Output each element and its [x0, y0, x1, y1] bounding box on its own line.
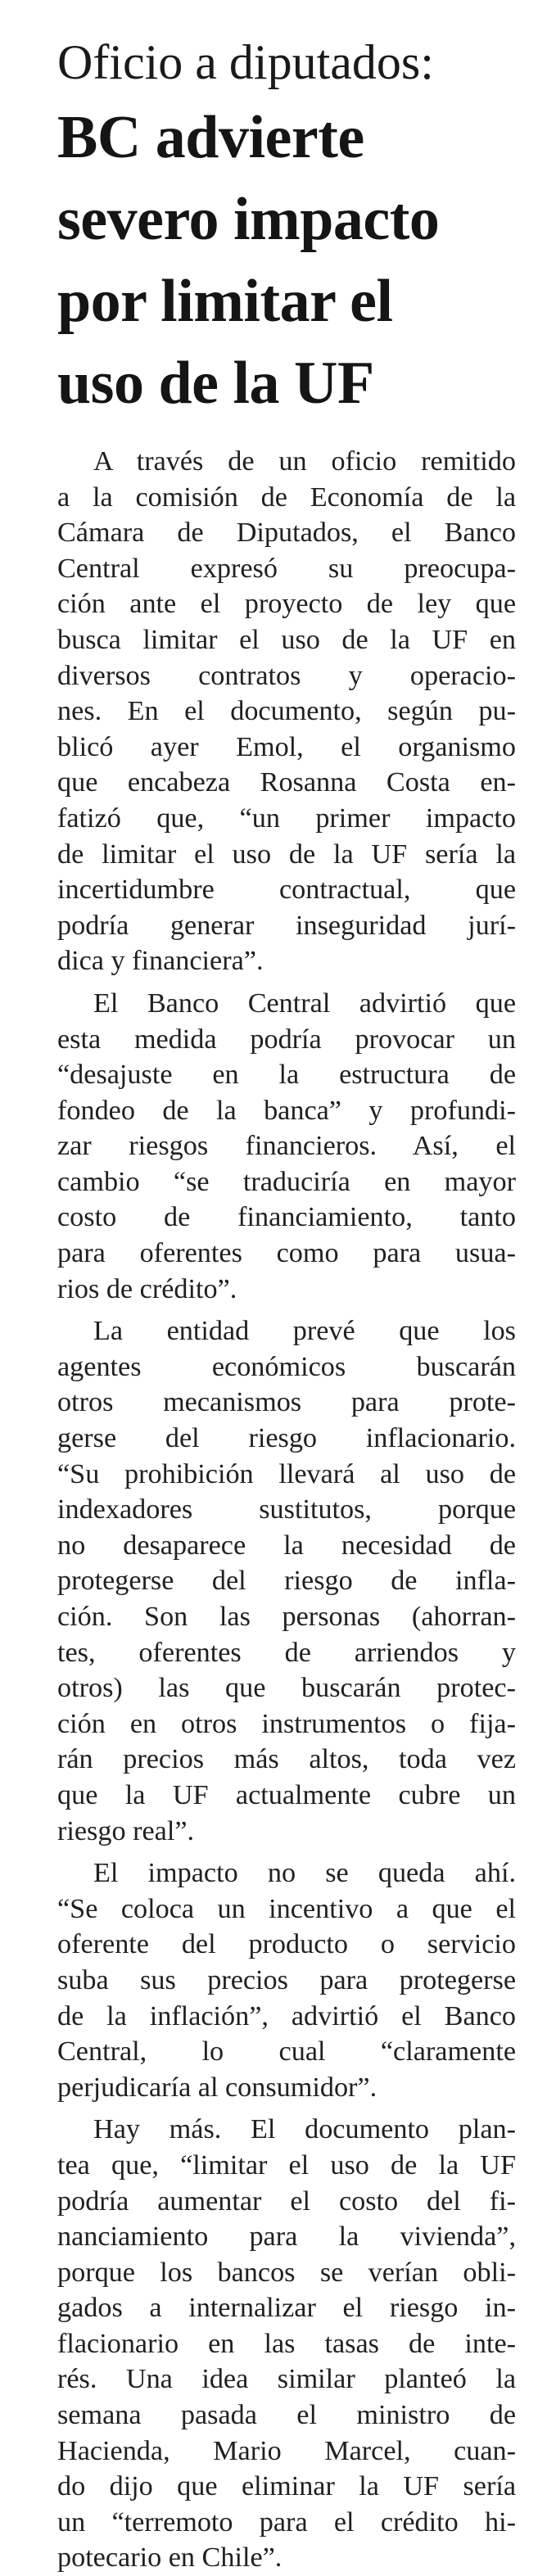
paragraph-line: tes, oferentes de arriendos y [57, 1637, 516, 1668]
paragraph-line: de limitar el uso de la UF sería la [57, 838, 516, 870]
paragraph-line: blicó ayer Emol, el organismo [57, 731, 516, 762]
paragraph-line: a la comisión de Economía de la [57, 481, 516, 513]
paragraph-line: podría aumentar el costo del fi- [57, 2185, 516, 2217]
paragraph [57, 444, 516, 979]
paragraph-line: para oferentes como para usua- [57, 1238, 516, 1269]
paragraph-line: nes. En el documento, según pu- [57, 696, 516, 727]
paragraph-line: gerse del riesgo inflacionario. [57, 1423, 516, 1454]
paragraph-line: rios de crédito”. [57, 1273, 237, 1304]
paragraph-line: rán precios más altos, toda vez [57, 1744, 516, 1775]
kicker: Oficio a diputados: [57, 35, 434, 89]
paragraph-line: Central expresó su preocupa- [57, 553, 516, 584]
paragraph-line: “Su prohibición llevará al uso de [57, 1458, 516, 1489]
paragraph-line: diversos contratos y operacio- [57, 660, 516, 691]
paragraph-line: costo de financiamiento, tanto [57, 1202, 516, 1233]
paragraph-line: fondeo de la banca” y profundi- [57, 1095, 516, 1126]
headline-line: uso de la UF [57, 350, 374, 417]
paragraph-line: no desaparece la necesidad de [57, 1530, 516, 1561]
headline [57, 97, 516, 424]
paragraph-line: fatizó que, “un primer impacto [57, 802, 516, 834]
paragraph-line: A través de un oficio remitido [93, 446, 516, 477]
paragraph-line: podría generar inseguridad jurí- [57, 910, 516, 941]
headline-line: BC advierte [57, 104, 364, 171]
paragraph-line: “Se coloca un incentivo a que el [57, 1893, 516, 1924]
paragraph-line: incertidumbre contractual, que [57, 874, 516, 906]
paragraph-line: Cámara de Diputados, el Banco [57, 517, 516, 549]
paragraph-line: perjudicaría al consumidor”. [57, 2072, 377, 2103]
paragraph-line: “desajuste en la estructura de [57, 1060, 516, 1091]
paragraph-line: nanciamiento para la vivienda”, [57, 2221, 516, 2253]
paragraph-line: zar riesgos financieros. Así, el [57, 1131, 516, 1162]
paragraph-line: oferente del producto o servicio [57, 1929, 516, 1960]
paragraph-line: otros) las que buscarán protec- [57, 1673, 516, 1704]
paragraph [57, 1855, 516, 2105]
paragraph [57, 986, 516, 1307]
paragraph-line: tea que, “limitar el uso de la UF [57, 2149, 516, 2181]
paragraph-line: esta medida podría provocar un [57, 1024, 516, 1055]
paragraph-line: Hacienda, Mario Marcel, cuan- [57, 2435, 516, 2466]
paragraph-line: ción ante el proyecto de ley que [57, 589, 516, 620]
paragraph-line: gados a internalizar el riesgo in- [57, 2293, 516, 2324]
paragraph-line: El Banco Central advirtió que [93, 987, 516, 1019]
paragraph [57, 2112, 516, 2576]
paragraph-line: porque los bancos se verían obli- [57, 2257, 516, 2288]
headline-line: severo impacto [57, 186, 440, 253]
paragraph-line: busca limitar el uso de la UF en [57, 624, 516, 655]
article-body [57, 444, 516, 2576]
paragraph-line: rés. Una idea similar planteó la [57, 2364, 516, 2395]
paragraph-line: potecario en Chile”. [57, 2542, 283, 2574]
paragraph-line: flacionario en las tasas de inte- [57, 2328, 516, 2359]
paragraph [57, 1313, 516, 1849]
paragraph-line: suba sus precios para protegerse [57, 1964, 516, 1995]
paragraph-line: ción en otros instrumentos o fija- [57, 1708, 516, 1739]
paragraph-line: dica y financiera”. [57, 946, 264, 977]
paragraph-line: ción. Son las personas (ahorran- [57, 1602, 516, 1632]
paragraph-line: riesgo real”. [57, 1815, 195, 1846]
paragraph-line: semana pasada el ministro de [57, 2400, 516, 2431]
paragraph-line: que encabeza Rosanna Costa en- [57, 767, 516, 798]
headline-line: por limitar el [57, 268, 393, 335]
paragraph-line: otros mecanismos para prote- [57, 1387, 516, 1418]
paragraph-line: que la UF actualmente cubre un [57, 1779, 516, 1810]
paragraph-line: protegerse del riesgo de infla- [57, 1566, 516, 1597]
paragraph-line: cambio “se traduciría en mayor [57, 1166, 516, 1197]
paragraph-line: El impacto no se queda ahí. [93, 1858, 516, 1889]
paragraph-line: un “terremoto para el crédito hi- [57, 2506, 516, 2538]
paragraph-line: La entidad prevé que los [93, 1316, 516, 1347]
paragraph-line: do dijo que eliminar la UF sería [57, 2471, 516, 2502]
paragraph-line: indexadores sustitutos, porque [57, 1494, 516, 1525]
paragraph-line: Central, lo cual “claramente [57, 2036, 516, 2068]
paragraph-line: agentes económicos buscarán [57, 1351, 516, 1382]
paragraph-line: de la inflación”, advirtió el Banco [57, 2000, 516, 2031]
paragraph-line: Hay más. El documento plan- [93, 2114, 516, 2145]
